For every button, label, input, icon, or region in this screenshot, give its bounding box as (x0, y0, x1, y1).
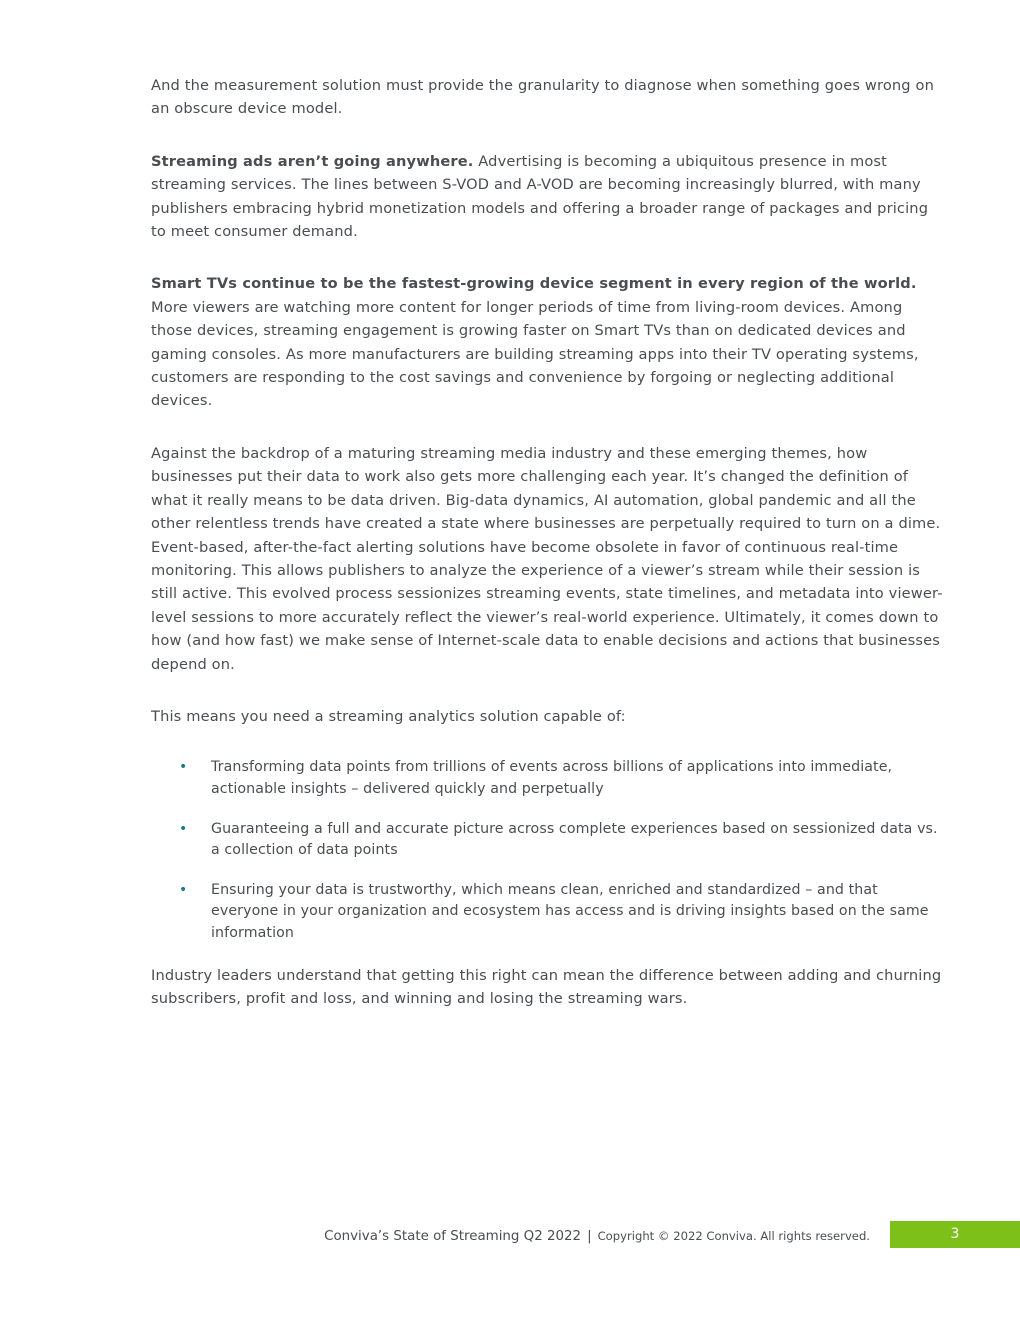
paragraph-granularity (151, 74, 943, 121)
list-item-text: Guaranteeing a full and accurate picture across complete experiences based on sessionized data vs. a collection of data points (211, 820, 938, 859)
page-number-badge (890, 1221, 1020, 1248)
paragraph-streaming-ads (151, 150, 943, 244)
footer-text (324, 1221, 870, 1248)
paragraph-text: Against the backdrop of a maturing streaming media industry and these emerging themes, how businesses put their data to work also gets more challenging each year. It’s changed the definition of what it really means to be data driven. Big-data dynamics, AI automation, global pandemic and all the other relentless trends have created a state where businesses are perpetually required to turn on a dime. Event-based, after-the-fact alerting solutions have become obsolete in favor of continuous real-time monitoring. This allows publishers to analyze the experience of a viewer’s stream while their session is still active. This evolved process sessionizes streaming events, state timelines, and metadata into viewer-level sessions to more accurately reflect the viewer’s real-world experience. Ultimately, it comes down to how (and how fast) we make sense of Internet-scale data to enable decisions and actions that businesses depend on. (151, 444, 943, 673)
paragraph-text: And the measurement solution must provide the granularity to diagnose when something goes wrong on an obscure device model. (151, 77, 934, 118)
paragraph-text: More viewers are watching more content for longer periods of time from living-room devices. Among those devices, streaming engagement is growing faster on Smart TVs than on dedicated devices and gaming consoles. As more manufacturers are building streaming apps into their TV operating systems, customers are responding to the cost savings and convenience by forgoing or neglecting additional devices. (151, 298, 919, 410)
list-item (151, 757, 943, 800)
document-body (151, 74, 943, 1039)
bullet-dot-icon: • (179, 759, 188, 776)
footer-separator: | (587, 1229, 592, 1244)
paragraph-text: This means you need a streaming analytics solution capable of: (151, 707, 626, 725)
page-footer (0, 1221, 1020, 1248)
page-number: 3 (950, 1226, 960, 1242)
paragraph-lead: Streaming ads aren’t going anywhere. (151, 152, 474, 170)
footer-report-title: Conviva’s State of Streaming Q2 2022 (324, 1229, 582, 1244)
bullet-dot-icon: • (179, 881, 188, 898)
list-item (151, 819, 943, 862)
footer-copyright: Copyright © 2022 Conviva. All rights reserved. (597, 1229, 870, 1243)
paragraph-text: Advertising is becoming a ubiquitous presence in most streaming services. The lines between S-VOD and A-VOD are becoming increasingly blurred, with many publishers embracing hybrid monetization models and offering a broader range of packages and pricing to meet consumer demand. (151, 152, 929, 241)
paragraph-closing: Industry leaders understand that getting this right can mean the difference between adding and churning subscribers, profit and loss, and winning and losing the streaming wars. (151, 966, 942, 1007)
list-item-text: Ensuring your data is trustworthy, which means clean, enriched and standardized – and that everyone in your organization and ecosystem has access and is driving insights based on the same information (211, 881, 929, 941)
bullet-dot-icon: • (179, 820, 188, 837)
list-item (151, 880, 943, 945)
paragraph-lead: Smart TVs continue to be the fastest-growing device segment in every region of the world. (151, 275, 917, 293)
paragraph-list-intro (151, 705, 943, 728)
paragraph-smart-tvs (151, 272, 943, 412)
paragraph-backdrop (151, 442, 943, 676)
capabilities-list (151, 757, 943, 944)
list-item-text: Transforming data points from trillions of events across billions of applications into immediate, actionable insights – delivered quickly and perpetually (211, 759, 893, 797)
